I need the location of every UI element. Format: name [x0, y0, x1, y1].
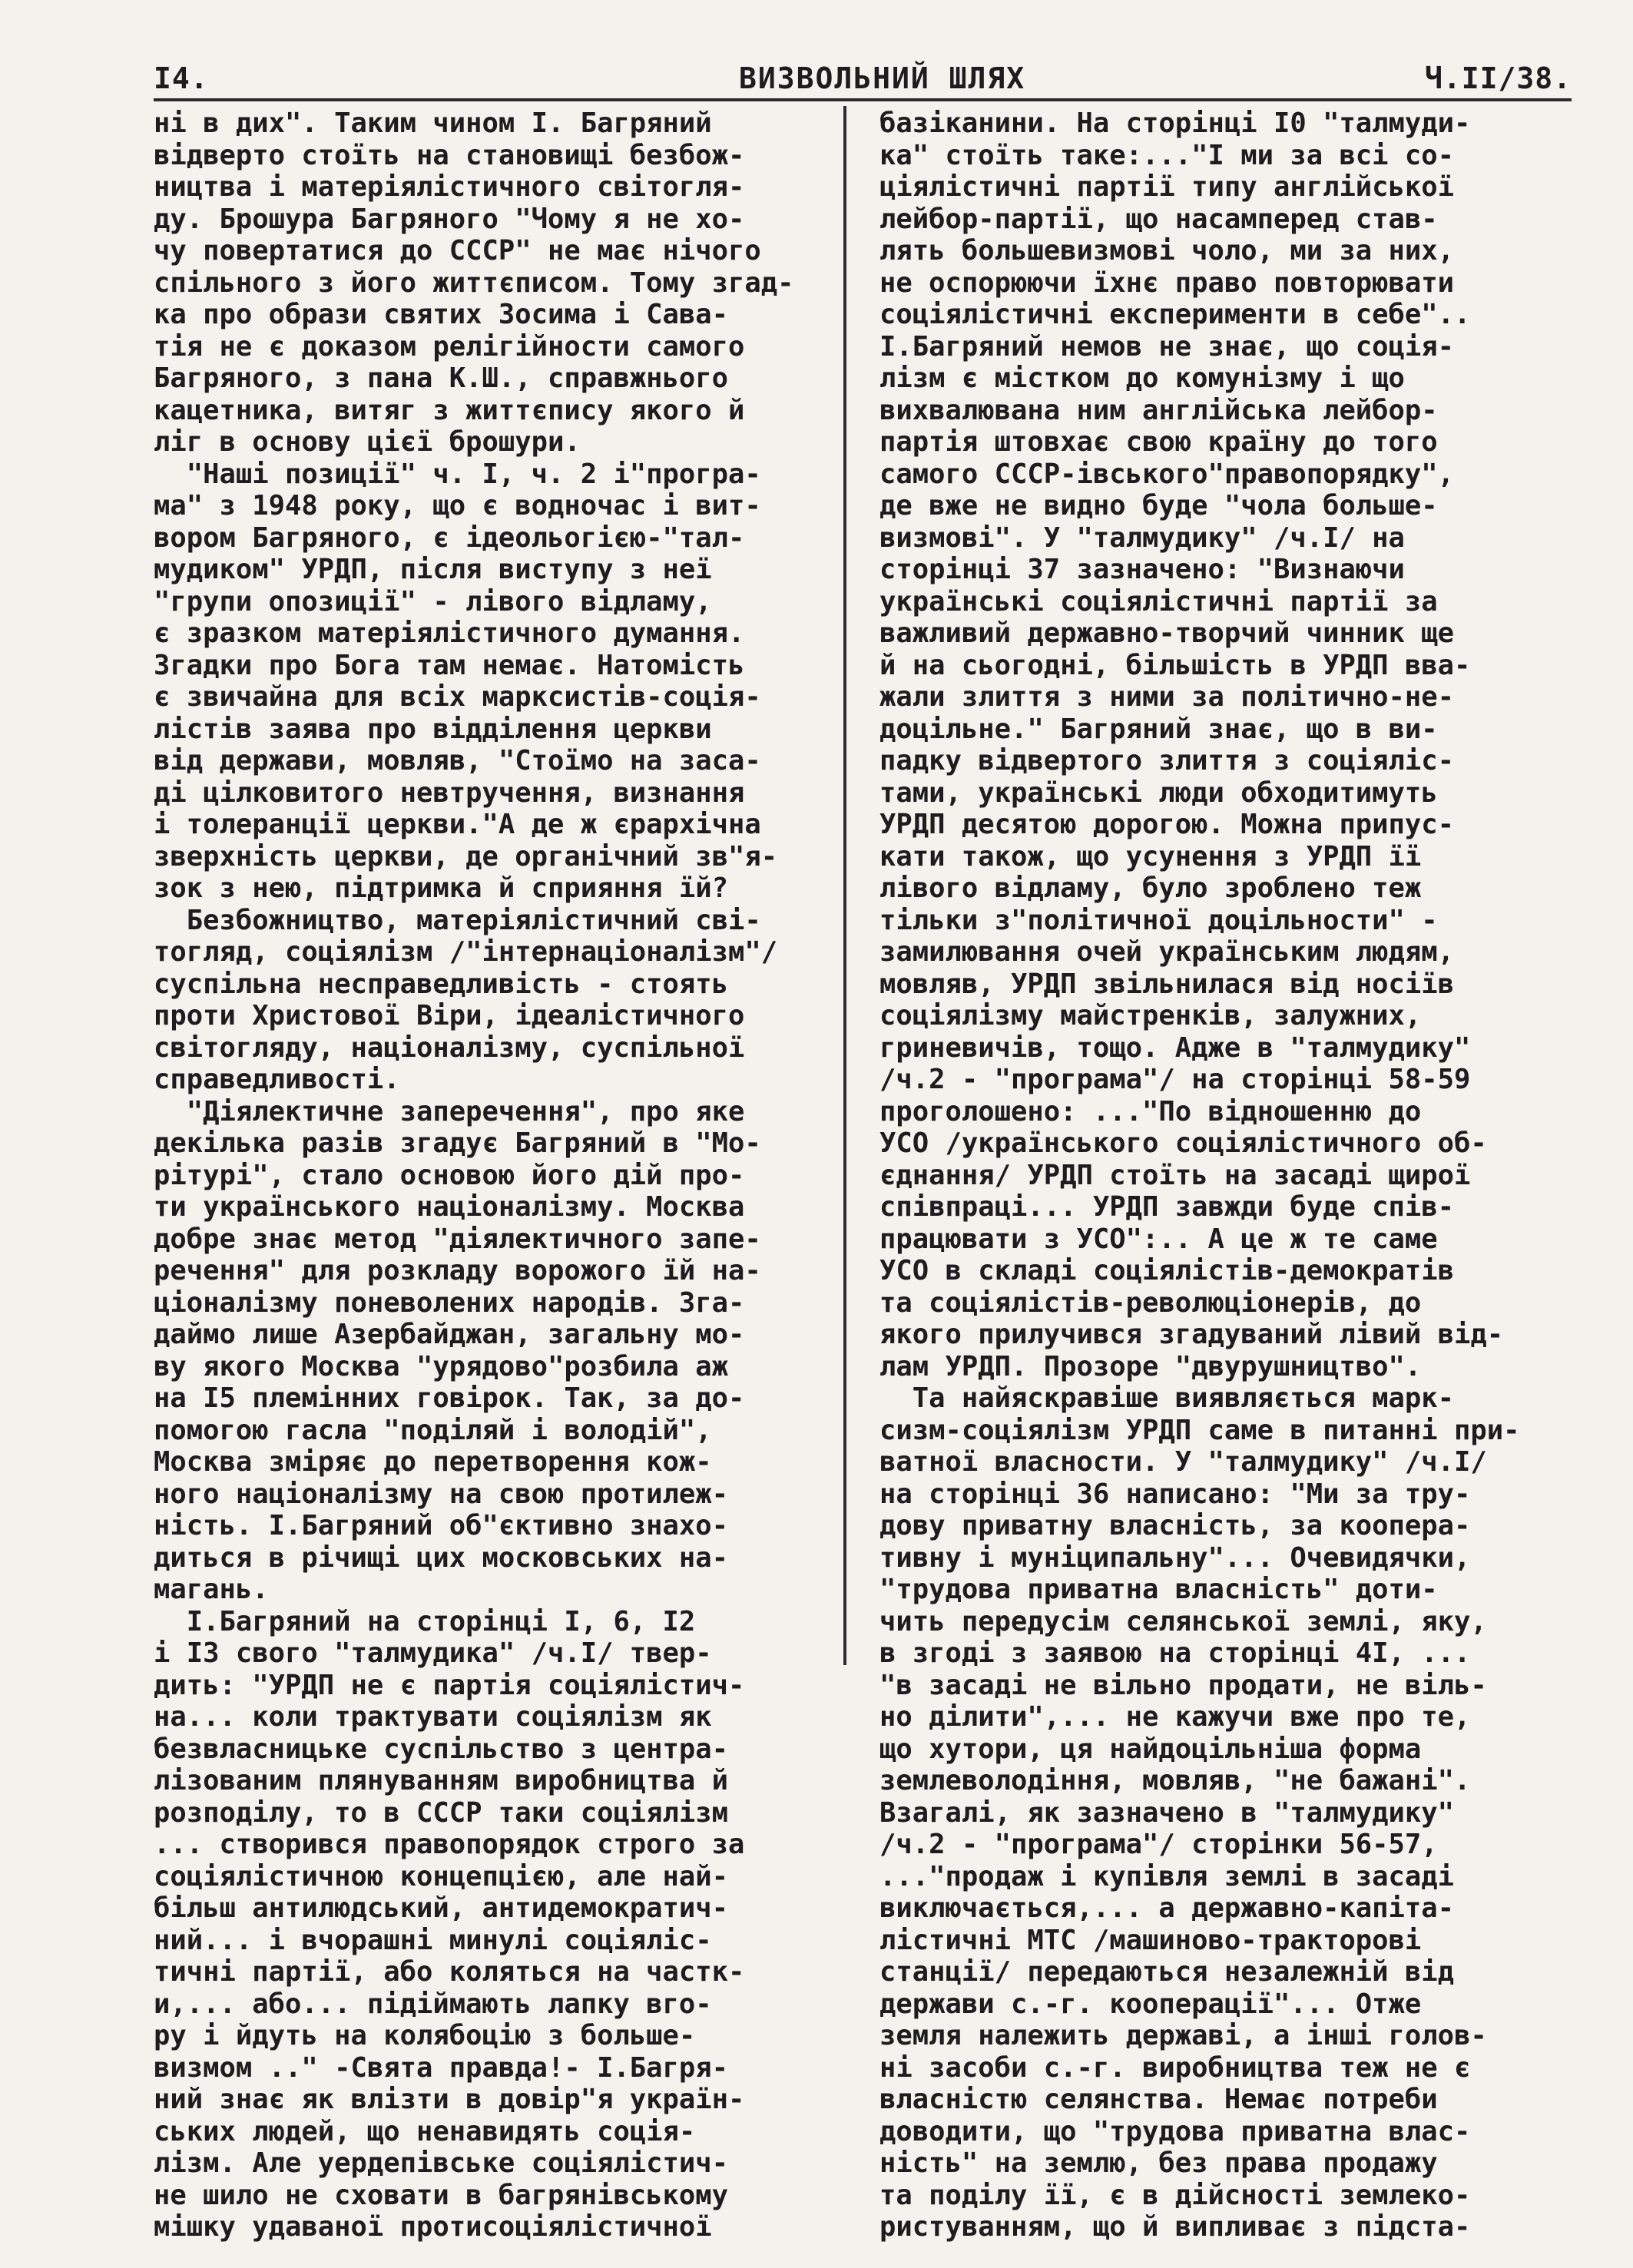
- text-line: соціялізму майстренків, залужних,: [879, 1000, 1422, 1031]
- text-line: чить передусім селянської землі, яку,: [879, 1605, 1487, 1637]
- text-line: /ч.2 - "програма"/ на сторінці 58-59: [879, 1064, 1471, 1095]
- text-line: дить: "УРДП не є партія соціялістич-: [154, 1669, 745, 1701]
- text-line: /ч.2 - "програма"/ сторінки 56-57,: [879, 1829, 1438, 1860]
- text-line: співпраці... УРДП завжди буде спів-: [879, 1191, 1455, 1223]
- text-line: якого прилучився згадуваний лівий від-: [879, 1319, 1504, 1350]
- header-rule: [154, 98, 1572, 101]
- text-line: безвласницьке суспільство з центра-: [154, 1733, 729, 1765]
- text-line: доцільне." Багряний знає, що в ви-: [879, 713, 1438, 745]
- text-line: ти українського націоналізму. Москва: [154, 1191, 745, 1223]
- text-line: дову приватну власність, за коопера-: [879, 1510, 1471, 1541]
- text-line: тичні партії, або коляться на частк-: [154, 1956, 745, 1988]
- text-line: замилювання очей українським людям,: [879, 936, 1455, 968]
- text-line: станції/ передаються незалежній від: [879, 1956, 1455, 1988]
- text-line: проголошено: ..."По відношенню до: [879, 1095, 1422, 1127]
- text-line: речення" для розкладу ворожого їй на-: [154, 1255, 761, 1286]
- text-line: вихвалювана ним англійська лейбор-: [879, 394, 1438, 426]
- text-line: тільки з"політичної доцільности" -: [879, 904, 1438, 936]
- text-line: рітурі", стало основою його дій про-: [154, 1159, 745, 1191]
- text-line: ристуванням, що й випливає з підста-: [879, 2211, 1471, 2243]
- text-line: на І5 племінних говірок. Так, за до-: [154, 1382, 745, 1414]
- text-line: не оспорюючи їхнє право повторювати: [879, 267, 1455, 299]
- text-line: спільного з його життєписом. Тому згад-: [154, 267, 794, 299]
- text-line: УСО /українського соціялістичного об-: [879, 1127, 1487, 1159]
- text-line: Безбожництво, матеріялістичний сві-: [154, 904, 761, 936]
- text-line: і толеранції церкви."А де ж єрархічна: [154, 809, 761, 840]
- text-line: І.Багряний на сторінці І, 6, І2: [154, 1605, 696, 1637]
- text-line: "групи опозиції" - лівого відламу,: [154, 585, 712, 617]
- text-line: мовляв, УРДП звільнилася від носіїв: [879, 968, 1455, 1000]
- text-line: ка" стоїть таке:..."І ми за всі со-: [879, 139, 1455, 171]
- text-line: и,... або... підіймають лапку вго-: [154, 1988, 712, 2020]
- text-line: та поділу її, є в дійсності землеко-: [879, 2179, 1471, 2211]
- text-line: диться в річищі цих московських на-: [154, 1541, 729, 1574]
- text-line: ліг в основу цієї брошури.: [154, 426, 581, 458]
- text-line: сторінці 37 зазначено: "Визнаючи: [879, 554, 1405, 585]
- text-line: "трудова приватна власність" доти-: [879, 1574, 1438, 1605]
- text-line: де вже не видно буде "чола больше-: [879, 490, 1438, 521]
- text-line: відверто стоїть на становищі безбож-: [154, 139, 745, 171]
- text-line: лістів заява про відділення церкви: [154, 713, 712, 745]
- text-line: Взагалі, як зазначено в "талмудику": [879, 1796, 1455, 1829]
- text-line: працювати з УСО":.. А це ж те саме: [879, 1223, 1438, 1255]
- text-line: но ділити",... не кажучи вже про те,: [879, 1701, 1471, 1733]
- text-line: проти Христової Віри, ідеалістичного: [154, 1000, 745, 1031]
- text-line: декілька разів згадує Багряний в "Мо-: [154, 1127, 761, 1159]
- text-line: що хутори, ця найдоцільніша форма: [879, 1733, 1422, 1765]
- text-line: визмом .." -Свята правда!- І.Багря-: [154, 2051, 729, 2084]
- text-line: ма" з 1948 року, що є водночас і вит-: [154, 490, 761, 521]
- page-number: I4.: [154, 61, 209, 95]
- text-line: власністю селянства. Немає потреби: [879, 2084, 1438, 2115]
- text-line: вором Багряного, є ідеольогією-"тал-: [154, 521, 745, 554]
- text-line: зок з нею, підтримка й сприяння їй?: [154, 872, 729, 904]
- text-line: лізованим плянуванням виробництва й: [154, 1765, 729, 1796]
- text-line: лять большевизмові чоло, ми за них,: [879, 235, 1455, 267]
- text-line: ка про образи святих Зосима і Сава-: [154, 299, 729, 330]
- text-line: і ІЗ свого "талмудика" /ч.І/ твер-: [154, 1637, 712, 1669]
- text-line: єднання/ УРДП стоїть на засаді щирої: [879, 1159, 1471, 1191]
- text-line: сизм-соціялізм УРДП саме в питанні при-: [879, 1414, 1520, 1446]
- text-line: чу повертатися до СССР" не має нічого: [154, 235, 761, 267]
- text-line: І.Багряний немов не знає, що соція-: [879, 330, 1455, 363]
- text-line: Москва зміряє до перетворення кож-: [154, 1446, 712, 1478]
- text-line: суспільна несправедливість - стоять: [154, 968, 729, 1000]
- text-line: мішку удаваної протисоціялістичної: [154, 2211, 712, 2243]
- text-line: помогою гасла "поділяй і володій",: [154, 1414, 712, 1446]
- text-line: мудиком" УРДП, після виступу з неї: [154, 554, 712, 585]
- text-line: тивну і муніципальну"... Очевидячки,: [879, 1541, 1471, 1574]
- text-line: лізм. Але уердепівське соціялістич-: [154, 2147, 729, 2179]
- text-line: "в засаді не вільно продати, не віль-: [879, 1669, 1487, 1701]
- text-line: ність. І.Багряний об"єктивно знахо-: [154, 1510, 729, 1541]
- text-line: ву якого Москва "урядово"розбила аж: [154, 1350, 729, 1382]
- text-line: УСО в складі соціялістів-демократів: [879, 1255, 1455, 1286]
- text-line: ництва і матеріялістичного світогля-: [154, 171, 745, 203]
- text-line: в згоді з заявою на сторінці 4І, ...: [879, 1637, 1471, 1669]
- text-line: лістичні МТС /машиново-тракторові: [879, 1924, 1422, 1956]
- text-line: ного націоналізму на свою протилеж-: [154, 1478, 729, 1510]
- text-line: даймо лише Азербайджан, загальну мо-: [154, 1319, 745, 1350]
- text-line: тогляд, соціялізм /"інтернаціоналізм"/: [154, 936, 778, 968]
- text-line: лам УРДП. Прозоре "двурушництво".: [879, 1350, 1422, 1382]
- text-line: зверхність церкви, де органічний зв"я-: [154, 840, 778, 872]
- text-line: визмові". У "талмудику" /ч.І/ на: [879, 521, 1405, 554]
- text-line: ських людей, що ненавидять соція-: [154, 2115, 696, 2147]
- text-line: УРДП десятою дорогою. Можна припус-: [879, 809, 1455, 840]
- text-line: соціялістичною концепцією, але най-: [154, 1860, 729, 1892]
- text-line: земля належить державі, а інші голов-: [879, 2020, 1487, 2051]
- text-line: українські соціялістичні партії за: [879, 585, 1438, 617]
- text-line: жали злиття з ними за політично-не-: [879, 681, 1455, 713]
- text-line: Багряного, з пана К.Ш., справжнього: [154, 363, 729, 394]
- text-line: не шило не сховати в багрянівському: [154, 2179, 729, 2211]
- text-line: землеволодіння, мовляв, "не бажані".: [879, 1765, 1471, 1796]
- text-line: соціялістичні експерименти в себе"..: [879, 299, 1471, 330]
- text-line: ний... і вчорашні минулі соціяліс-: [154, 1924, 712, 1956]
- text-line: важливий державно-творчий чинник ще: [879, 617, 1455, 649]
- text-line: ру і йдуть на колябоцію з больше-: [154, 2020, 696, 2051]
- text-line: лейбор-партії, що насамперед став-: [879, 203, 1438, 235]
- text-line: кацетника, витяг з життєпису якого й: [154, 394, 745, 426]
- text-line: світогляду, націоналізму, суспільної: [154, 1031, 745, 1064]
- text-line: магань.: [154, 1574, 269, 1605]
- text-line: доводити, що "трудова приватна влас-: [879, 2115, 1471, 2147]
- text-line: більш антилюдський, антидемократич-: [154, 1892, 729, 1924]
- text-line: добре знає метод "діялектичного запе-: [154, 1223, 761, 1255]
- text-line: є зразком матеріялістичного думання.: [154, 617, 745, 649]
- page-header: [154, 61, 1572, 97]
- text-line: й на сьогодні, більшість в УРДП вва-: [879, 649, 1471, 681]
- right-column: [879, 108, 1586, 2243]
- text-line: ний знає як влізти в довір"я україн-: [154, 2084, 745, 2115]
- text-line: тами, українські люди обходитимуть: [879, 776, 1438, 809]
- text-line: розподілу, то в СССР таки соціялізм: [154, 1796, 729, 1829]
- text-line: справедливості.: [154, 1064, 400, 1095]
- text-line: на сторінці 36 написано: "Ми за тру-: [879, 1478, 1471, 1510]
- text-line: ду. Брошура Багряного "Чому я не хо-: [154, 203, 745, 235]
- text-line: Та найяскравіше виявляється марк-: [879, 1382, 1455, 1414]
- text-line: ні засоби с.-г. виробництва теж не є: [879, 2051, 1471, 2084]
- journal-title: ВИЗВОЛЬНИЙ ШЛЯХ: [739, 61, 1026, 95]
- text-line: ціоналізму поневолених народів. Зга-: [154, 1286, 745, 1319]
- text-line: ді цілковитого невтручення, визнання: [154, 776, 745, 809]
- text-line: від держави, мовляв, "Стоїмо на заса-: [154, 745, 761, 776]
- text-line: ціялістичні партії типу англійської: [879, 171, 1455, 203]
- text-line: лівого відламу, було зроблено теж: [879, 872, 1422, 904]
- text-line: лізм є містком до комунізму і що: [879, 363, 1405, 394]
- text-line: гриневичів, тощо. Адже в "талмудику": [879, 1031, 1471, 1064]
- text-line: кати також, що усунення з УРДП її: [879, 840, 1422, 872]
- text-line: ..."продаж і купівля землі в засаді: [879, 1860, 1455, 1892]
- text-line: самого СССР-івського"правопорядку",: [879, 458, 1455, 490]
- text-line: "Наші позиції" ч. І, ч. 2 і"програ-: [154, 458, 761, 490]
- text-line: ... створився правопорядок строго за: [154, 1829, 745, 1860]
- column-divider: [843, 106, 846, 1665]
- text-line: базіканини. На сторінці І0 "талмуди-: [879, 108, 1471, 139]
- left-column: [154, 108, 830, 2243]
- text-line: тія не є доказом релігійности самого: [154, 330, 745, 363]
- issue-number: Ч.II/38.: [1424, 61, 1572, 95]
- text-line: виключається,... а державно-капіта-: [879, 1892, 1455, 1924]
- text-line: Згадки про Бога там немає. Натомість: [154, 649, 745, 681]
- text-line: ватної власности. У "талмудику" /ч.І/: [879, 1446, 1487, 1478]
- text-line: та соціялістів-революціонерів, до: [879, 1286, 1422, 1319]
- text-line: партія штовхає свою країну до того: [879, 426, 1438, 458]
- text-line: є звичайна для всіх марксистів-соція-: [154, 681, 761, 713]
- text-line: ні в дих". Таким чином І. Багряний: [154, 108, 712, 139]
- text-line: на... коли трактувати соціялізм як: [154, 1701, 712, 1733]
- text-line: держави с.-г. кооперації"... Отже: [879, 1988, 1422, 2020]
- text-line: ність" на землю, без права продажу: [879, 2147, 1438, 2179]
- text-line: "Діялектичне заперечення", про яке: [154, 1095, 745, 1127]
- text-line: падку відвертого злиття з соціяліс-: [879, 745, 1455, 776]
